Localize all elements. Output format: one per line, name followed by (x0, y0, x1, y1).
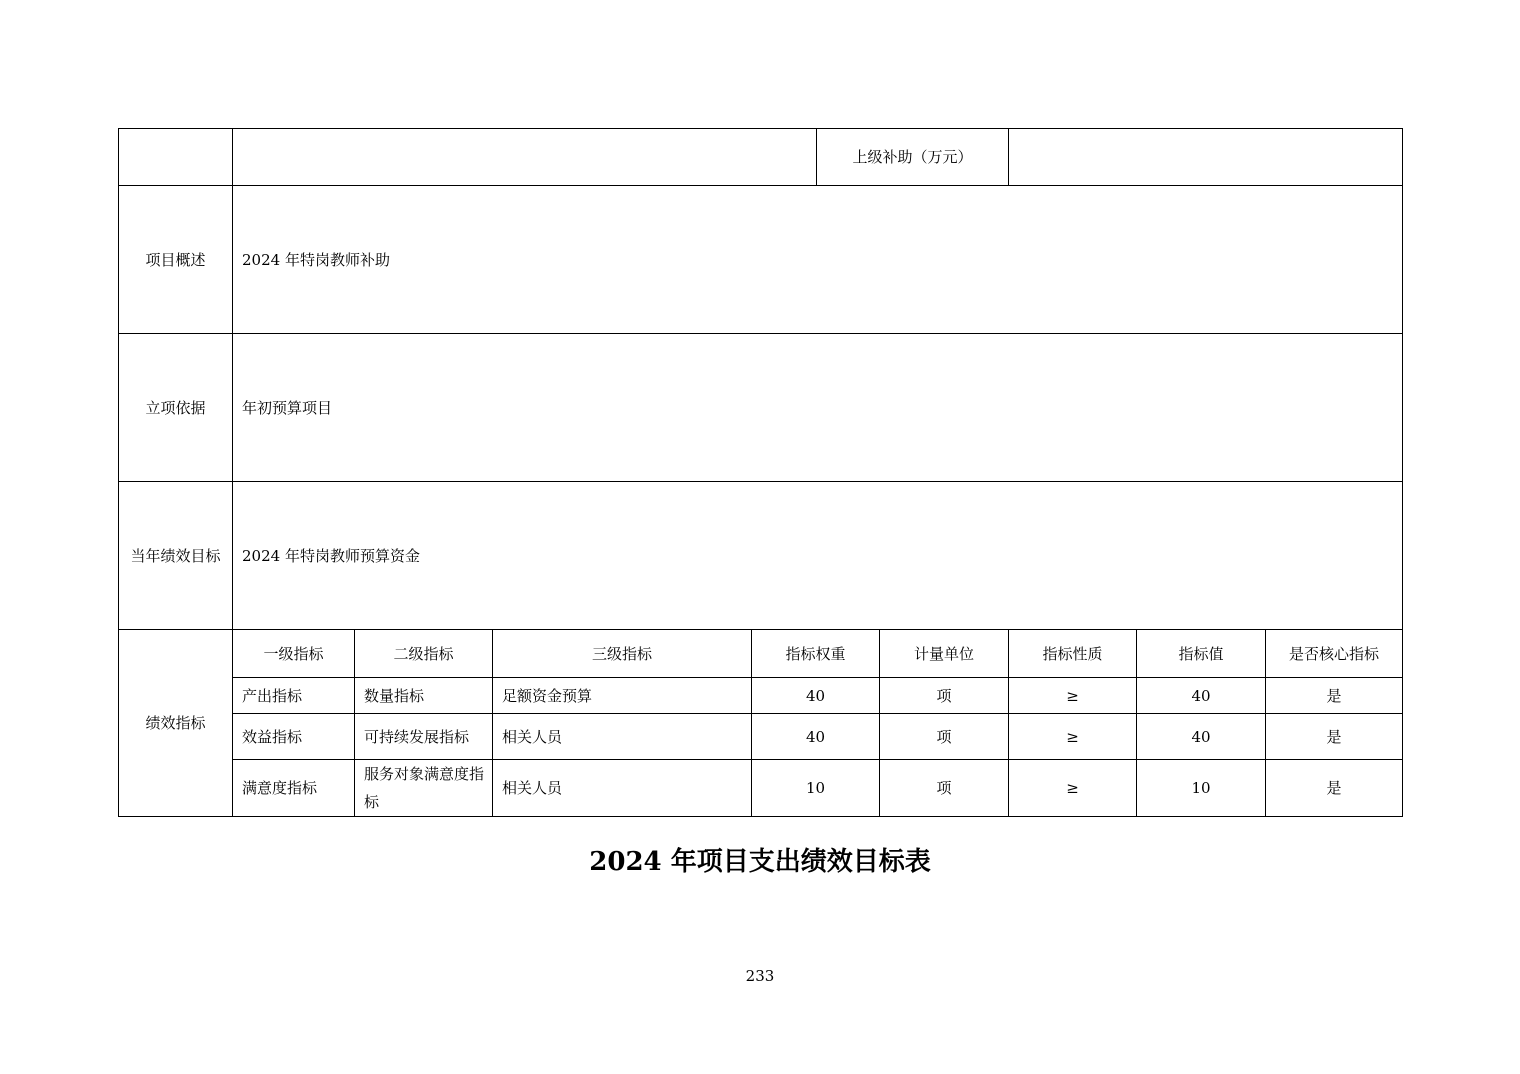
overview-value: 2024 年特岗教师补助 (233, 186, 1403, 334)
basis-row (119, 334, 1403, 482)
table-row (119, 714, 1403, 760)
indicator-header-row (119, 630, 1403, 678)
subsidy-row (119, 129, 1403, 186)
header-value: 指标值 (1137, 630, 1266, 678)
row1-unit: 项 (880, 678, 1009, 714)
row1-weight: 40 (752, 678, 880, 714)
row1-core: 是 (1266, 678, 1403, 714)
subsidy-value (1009, 129, 1403, 186)
basis-label: 立项依据 (119, 334, 233, 482)
header-level2: 二级指标 (355, 630, 493, 678)
header-unit: 计量单位 (880, 630, 1009, 678)
row2-level1: 效益指标 (233, 714, 355, 760)
row3-level3: 相关人员 (493, 760, 752, 817)
blank-value-cell (233, 129, 817, 186)
row3-core: 是 (1266, 760, 1403, 817)
table-row (119, 678, 1403, 714)
basis-value: 年初预算项目 (233, 334, 1403, 482)
header-level1: 一级指标 (233, 630, 355, 678)
indicators-label: 绩效指标 (119, 630, 233, 817)
row2-level3: 相关人员 (493, 714, 752, 760)
row3-unit: 项 (880, 760, 1009, 817)
row1-level3: 足额资金预算 (493, 678, 752, 714)
row2-level2: 可持续发展指标 (355, 714, 493, 760)
row1-level1: 产出指标 (233, 678, 355, 714)
header-weight: 指标权重 (752, 630, 880, 678)
row1-level2: 数量指标 (355, 678, 493, 714)
row2-nature: ≥ (1009, 714, 1137, 760)
goal-label: 当年绩效目标 (119, 482, 233, 630)
row3-weight: 10 (752, 760, 880, 817)
blank-label-cell (119, 129, 233, 186)
page-number: 233 (745, 967, 775, 985)
goal-row (119, 482, 1403, 630)
overview-label: 项目概述 (119, 186, 233, 334)
row3-level1: 满意度指标 (233, 760, 355, 817)
row3-nature: ≥ (1009, 760, 1137, 817)
header-core: 是否核心指标 (1266, 630, 1403, 678)
subsidy-label: 上级补助（万元） (817, 129, 1009, 186)
header-nature: 指标性质 (1009, 630, 1137, 678)
performance-table (118, 128, 1403, 817)
row2-weight: 40 (752, 714, 880, 760)
row1-nature: ≥ (1009, 678, 1137, 714)
overview-row (119, 186, 1403, 334)
row3-value: 10 (1137, 760, 1266, 817)
row2-value: 40 (1137, 714, 1266, 760)
goal-value: 2024 年特岗教师预算资金 (233, 482, 1403, 630)
row2-unit: 项 (880, 714, 1009, 760)
row2-core: 是 (1266, 714, 1403, 760)
row1-value: 40 (1137, 678, 1266, 714)
page-title: 2024 年项目支出绩效目标表 (589, 847, 931, 877)
header-level3: 三级指标 (493, 630, 752, 678)
table-row (119, 760, 1403, 817)
row3-level2: 服务对象满意度指标 (355, 760, 493, 817)
